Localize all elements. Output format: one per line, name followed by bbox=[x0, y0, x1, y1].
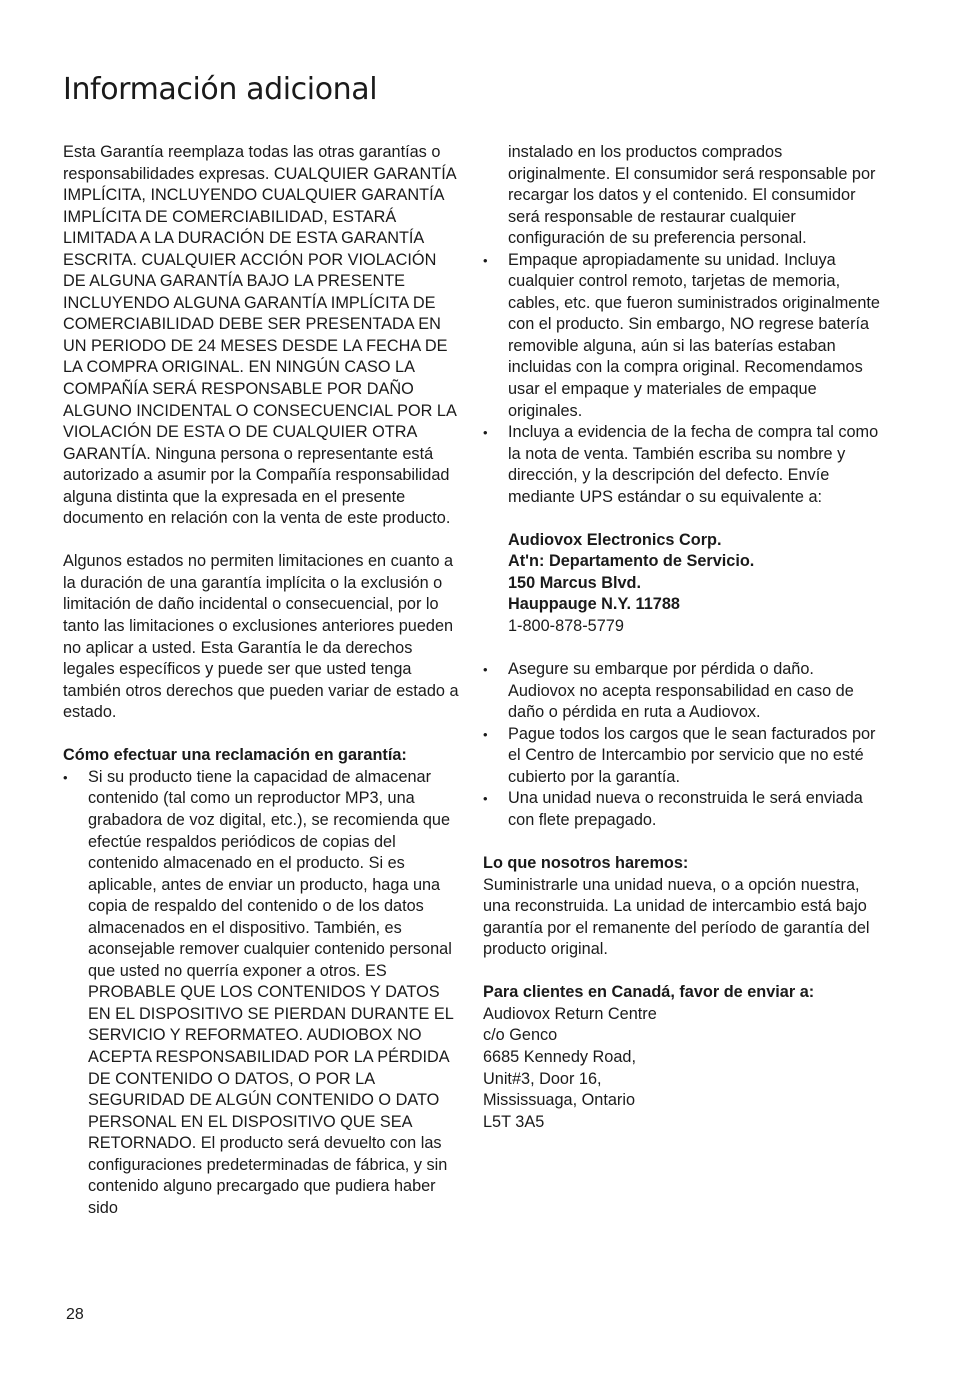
paragraph-gap bbox=[483, 638, 883, 660]
address-line: Hauppauge N.Y. 11788 bbox=[508, 595, 680, 614]
states-paragraph: Algunos estados no permiten limitaciones en cuanto a la duración de una garantía implícita o la exclusión o limitación de daño incidental o consecuencial, por lo tanto las limitaciones o exclusiones anteriores pueden no aplicar a usted. Esta Garantía le da derechos legales específicos y puede ser que usted tenga también otros derechos que pueden variar de estado a estado. bbox=[63, 552, 459, 722]
what-we-do-heading: Lo que nosotros haremos: bbox=[483, 854, 689, 873]
paragraph-gap bbox=[483, 508, 883, 530]
claim-bullet-list bbox=[63, 767, 463, 1219]
paragraph-gap bbox=[63, 530, 463, 552]
page-title: Información adicional bbox=[63, 72, 378, 107]
us-service-address bbox=[483, 530, 883, 638]
left-column bbox=[63, 142, 463, 1219]
paragraph-gap bbox=[483, 832, 883, 854]
right-column bbox=[483, 142, 883, 1133]
list-item-pack-unit: • Empaque apropiadamente su unidad. Incluya cualquier control remoto, tarjetas de memoria, cables, etc. que fueron suministrados originalmente con el producto. Sin embargo, NO regrese batería removible alguna, aún si las baterías estaban incluidas con la compra original. Recomendamos usar el empaque y materiales de empaque originales. bbox=[483, 250, 883, 422]
service-phone: 1-800-878-5779 bbox=[508, 617, 624, 636]
claim-heading: Cómo efectuar una reclamación en garantía: bbox=[63, 746, 407, 765]
address-line: 150 Marcus Blvd. bbox=[508, 573, 642, 592]
paragraph-gap bbox=[63, 724, 463, 746]
address-line: Unit#3, Door 16, bbox=[483, 1069, 602, 1088]
canada-heading: Para clientes en Canadá, favor de enviar a: bbox=[483, 983, 815, 1002]
shipping-bullet-list bbox=[483, 250, 883, 509]
address-line: Mississuaga, Ontario bbox=[483, 1091, 636, 1110]
canada-return-address bbox=[483, 1004, 883, 1133]
list-item-backup-content: • Si su producto tiene la capacidad de almacenar contenido (tal como un reproductor MP3, una grabadora de voz digital, etc.), se recomienda que efectúe respaldos periódicos de copias del contenido almacenado en el producto. Si es aplicable, antes de enviar un producto, haga una copia de respaldo del contenido o de los datos almacenados en el dispositivo. También, es aconsejable remover cualquier contenido personal que usted no querría exponer a otros. ES PROBABLE QUE LOS CONTENIDOS Y DATOS EN EL DISPOSITIVO SE PIERDAN DURANTE EL SERVICIO Y REFORMATEO. AUDIOBOX NO ACEPTA RESPONSABILIDAD POR LA PÉRDIDA DE CONTENIDO O DATOS, O POR LA SEGURIDAD DE ALGÚN CONTENIDO O DATO PERSONAL EN EL DISPOSITIVO QUE SEA RETORNADO. El producto será devuelto con las configuraciones predeterminadas de fábrica, y sin contenido alguno precargado que pudiera haber sido bbox=[63, 767, 463, 1219]
address-line: 6685 Kennedy Road, bbox=[483, 1047, 636, 1066]
list-item-pay-charges: • Pague todos los cargos que le sean facturados por el Centro de Intercambio por servicio que no esté cubierto por la garantía. bbox=[483, 724, 883, 789]
shipment-bullet-list bbox=[483, 659, 883, 831]
backup-content-continued: instalado en los productos comprados originalmente. El consumidor será responsable por recargar los datos y el contenido. El consumidor será responsable de restaurar cualquier configuración de su preferencia personal. bbox=[508, 143, 876, 248]
page-number: 28 bbox=[66, 1306, 84, 1323]
list-item-proof-of-purchase: • Incluya a evidencia de la fecha de compra tal como la nota de venta. También escriba su nombre y dirección, y la descripción del defecto. Envíe mediante UPS estándar o su equivalente a: bbox=[483, 422, 883, 508]
address-line: c/o Genco bbox=[483, 1026, 558, 1045]
list-item-replacement-unit: • Una unidad nueva o reconstruida le será enviada con flete prepagado. bbox=[483, 788, 883, 831]
list-item-insure-shipment: • Asegure su embarque por pérdida o daño. Audiovox no acepta responsabilidad en caso de daño o pérdida en ruta a Audiovox. bbox=[483, 659, 883, 724]
what-we-do-text: Suministrarle una unidad nueva, o a opción nuestra, una reconstruida. La unidad de intercambio está bajo garantía por el remanente del período de garantía del producto original. bbox=[483, 875, 870, 959]
address-line: L5T 3A5 bbox=[483, 1112, 545, 1131]
warranty-paragraph: Esta Garantía reemplaza todas las otras garantías o responsabilidades expresas. CUALQUIER GARANTÍA IMPLÍCITA, INCLUYENDO CUALQUIER GARANTÍA IMPLÍCITA DE COMERCIABILIDAD, ESTARÁ LIMITADA A LA DURACIÓN DE ESTA GARANTÍA ESCRITA. CUALQUIER ACCIÓN POR VIOLACIÓN DE ALGUNA GARANTÍA BAJO LA PRESENTE INCLUYENDO ALGUNA GARANTÍA IMPLÍCITA DE COMERCIABILIDAD DEBE SER PRESENTADA EN UN PERIODO DE 24 MESES DESDE LA FECHA DE LA COMPRA ORIGINAL. EN NINGÚN CASO LA COMPAÑÍA SERÁ RESPONSABLE POR DAÑO ALGUNO INCIDENTAL O CONSECUENCIAL POR LA VIOLACIÓN DE ESTA O DE CUALQUIER OTRA GARANTÍA. Ninguna persona o representante está autorizado a asumir por la Compañía responsabilidad alguna distinta que la expresada en el presente documento en relación con la venta de este producto. bbox=[63, 143, 456, 528]
address-line: At'n: Departamento de Servicio. bbox=[508, 552, 755, 571]
address-line: Audiovox Return Centre bbox=[483, 1004, 657, 1023]
address-line: Audiovox Electronics Corp. bbox=[508, 530, 722, 549]
paragraph-gap bbox=[483, 961, 883, 983]
